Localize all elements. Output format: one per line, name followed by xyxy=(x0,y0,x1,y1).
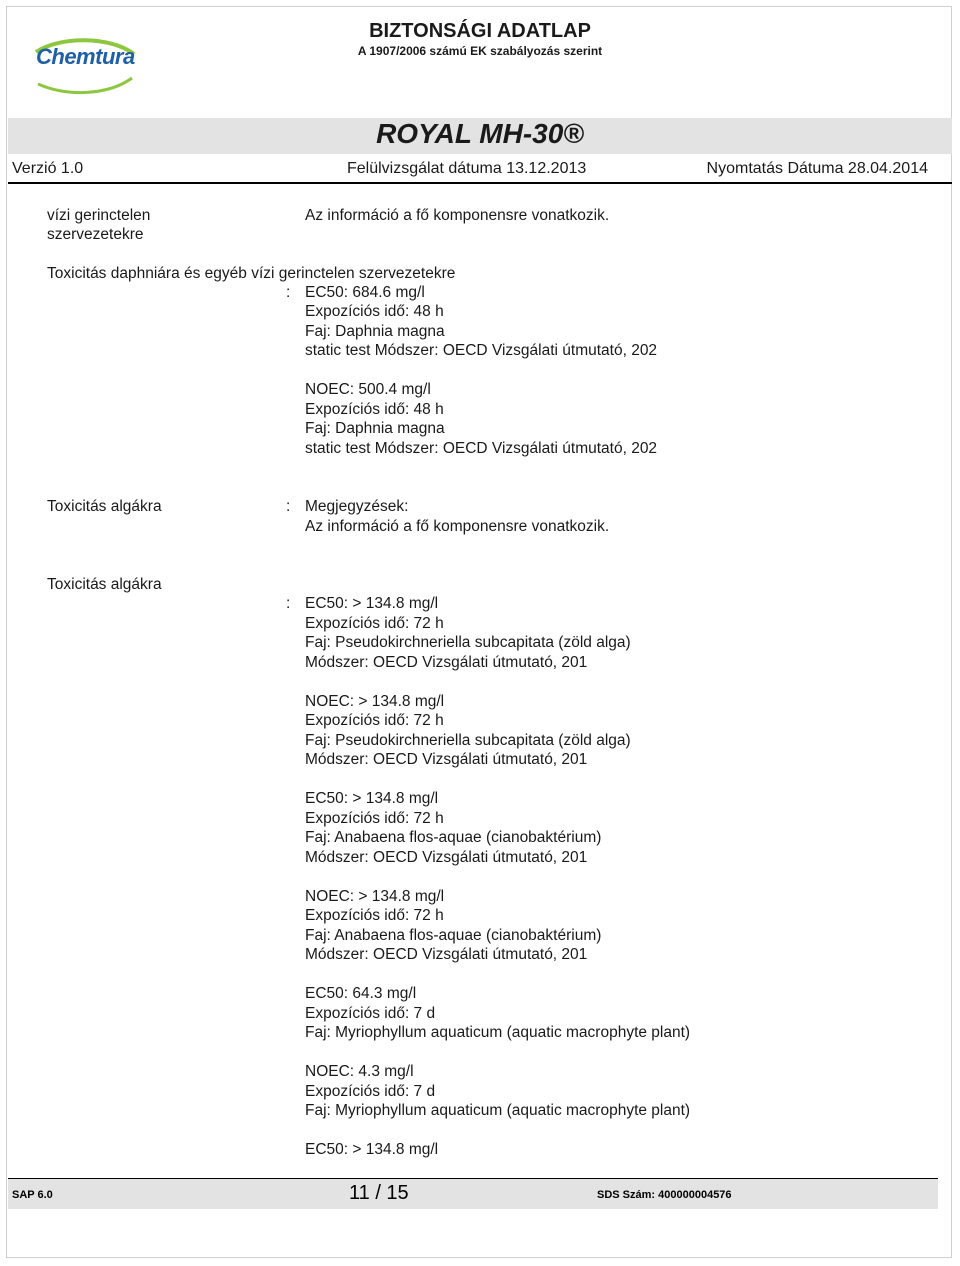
footer-sap-version: SAP 6.0 xyxy=(12,1189,53,1201)
daphnia-line: Faj: Daphnia magna xyxy=(305,420,445,437)
algae-line: Expozíciós idő: 72 h xyxy=(305,810,444,827)
document-subtitle: A 1907/2006 számú EK szabályozás szerint xyxy=(357,44,603,58)
daphnia-heading: Toxicitás daphniára és egyéb vízi gerinctelen szervezetekre xyxy=(47,265,456,282)
document-title: BIZTONSÁGI ADATLAP xyxy=(369,20,591,42)
algae-note-title: Megjegyzések: xyxy=(305,498,409,515)
daphnia-line: NOEC: 500.4 mg/l xyxy=(305,381,431,398)
algae-colon-2: : xyxy=(286,595,291,612)
algae-line: Módszer: OECD Vizsgálati útmutató, 201 xyxy=(305,946,588,963)
daphnia-line: Expozíciós idő: 48 h xyxy=(305,401,444,418)
algae-line: Faj: Myriophyllum aquaticum (aquatic macrophyte plant) xyxy=(305,1024,691,1041)
footer-bar xyxy=(8,1178,938,1209)
page-number: 11 / 15 xyxy=(349,1182,409,1204)
invertebrates-label-2: szervezetekre xyxy=(47,226,144,243)
algae-line: Expozíciós idő: 7 d xyxy=(305,1083,436,1100)
algae-line: Expozíciós idő: 72 h xyxy=(305,907,444,924)
algae-line: EC50: 64.3 mg/l xyxy=(305,985,417,1002)
daphnia-line: Faj: Daphnia magna xyxy=(305,323,445,340)
logo-text: Chemtura xyxy=(36,44,135,69)
algae-line: EC50: > 134.8 mg/l xyxy=(305,790,439,807)
algae-line: Faj: Pseudokirchneriella subcapitata (zöld alga) xyxy=(305,732,631,749)
sds-number: SDS Szám: 400000004576 xyxy=(597,1189,732,1201)
algae-label-2: Toxicitás algákra xyxy=(47,576,162,593)
algae-line: Expozíciós idő: 72 h xyxy=(305,615,444,632)
page-frame xyxy=(6,6,952,1258)
algae-line: Faj: Anabaena flos-aquae (cianobaktérium) xyxy=(305,829,602,846)
algae-line: Faj: Myriophyllum aquaticum (aquatic macrophyte plant) xyxy=(305,1102,691,1119)
daphnia-line: Expozíciós idő: 48 h xyxy=(305,303,444,320)
algae-line: EC50: > 134.8 mg/l xyxy=(305,595,439,612)
algae-label-1: Toxicitás algákra xyxy=(47,498,162,515)
algae-line: NOEC: > 134.8 mg/l xyxy=(305,888,445,905)
algae-line: NOEC: 4.3 mg/l xyxy=(305,1063,414,1080)
algae-line: NOEC: > 134.8 mg/l xyxy=(305,693,445,710)
algae-line: Módszer: OECD Vizsgálati útmutató, 201 xyxy=(305,849,588,866)
algae-line: Faj: Pseudokirchneriella subcapitata (zöld alga) xyxy=(305,634,631,651)
algae-note-text: Az információ a fő komponensre vonatkozik. xyxy=(305,518,610,535)
algae-line: EC50: > 134.8 mg/l xyxy=(305,1141,439,1158)
daphnia-line: static test Módszer: OECD Vizsgálati útmutató, 202 xyxy=(305,342,658,359)
algae-line: Expozíciós idő: 72 h xyxy=(305,712,444,729)
daphnia-line: EC50: 684.6 mg/l xyxy=(305,284,425,301)
algae-line: Módszer: OECD Vizsgálati útmutató, 201 xyxy=(305,751,588,768)
algae-colon-1: : xyxy=(286,498,291,515)
invertebrates-value: Az információ a fő komponensre vonatkozik. xyxy=(305,207,610,224)
header-rule xyxy=(8,182,952,184)
print-date: Nyomtatás Dátuma 28.04.2014 xyxy=(706,160,928,177)
algae-line: Módszer: OECD Vizsgálati útmutató, 201 xyxy=(305,654,588,671)
product-name: ROYAL MH-30® xyxy=(376,118,584,149)
daphnia-line: static test Módszer: OECD Vizsgálati útmutató, 202 xyxy=(305,440,658,457)
algae-line: Expozíciós idő: 7 d xyxy=(305,1005,436,1022)
algae-line: Faj: Anabaena flos-aquae (cianobaktérium) xyxy=(305,927,602,944)
invertebrates-label-1: vízi gerinctelen xyxy=(47,207,151,224)
daphnia-colon: : xyxy=(286,284,291,301)
version-label: Verzió 1.0 xyxy=(12,160,84,177)
revision-date: Felülvizsgálat dátuma 13.12.2013 xyxy=(347,160,587,177)
